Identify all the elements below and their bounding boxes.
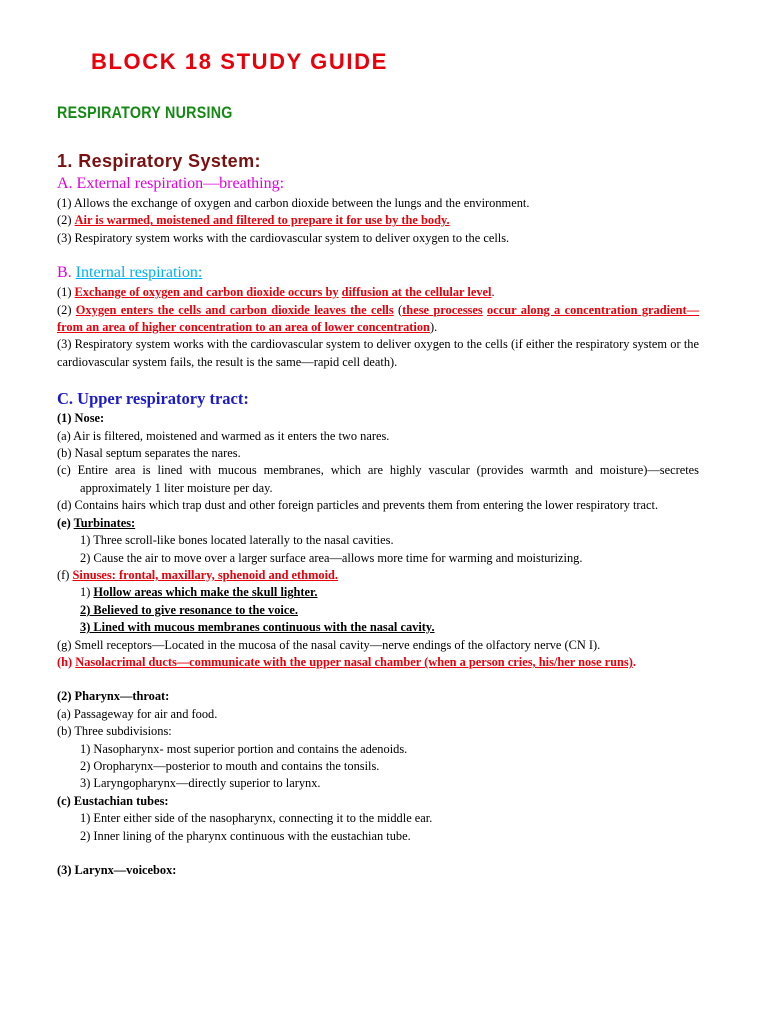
turbinates-item-2: 2) Cause the air to move over a larger surface area—allows more time for warming and moisturizing. <box>80 550 583 565</box>
nose-item-h <box>57 654 699 671</box>
subheading-internal-respiration <box>57 262 699 284</box>
item-number: 1) <box>80 585 94 600</box>
document-title: BLOCK 18 STUDY GUIDE <box>91 49 388 74</box>
pharynx-subitem-3: 3) Laryngopharynx—directly superior to larynx. <box>80 776 321 791</box>
nose-item-d: (d) Contains hairs which trap dust and other foreign particles and prevents them from entering the lower respiratory tract. <box>57 498 659 513</box>
item-number: (2) <box>57 213 75 228</box>
section-upper-respiratory-tract <box>57 388 699 879</box>
turbinates-label: Turbinates: <box>73 515 136 530</box>
nose-heading: (1) Nose: <box>57 411 105 426</box>
pharynx-item-c: (c) Eustachian tubes: <box>57 793 169 808</box>
highlight-text: Sinuses: frontal, maxillary, sphenoid and ethmoid. <box>72 567 339 582</box>
pharynx-subitem-2: 2) Oropharynx—posterior to mouth and contains the tonsils. <box>80 758 380 773</box>
sinuses-item-2: 2) Believed to give resonance to the voice. <box>80 602 298 617</box>
highlight-text: Nasolacrimal ducts—communicate with the upper nasal chamber (when a person cries, his/her nose runs) <box>75 654 633 669</box>
paragraph-b1 <box>57 284 699 301</box>
nose-item-a: (a) Air is filtered, moistened and warmed as it enters the two nares. <box>57 428 390 443</box>
larynx-heading: (3) Larynx—voicebox: <box>57 863 177 877</box>
nose-item-e <box>57 515 699 532</box>
punctuation: ). <box>429 320 438 335</box>
item-number: (2) <box>57 302 76 317</box>
item-number: (h) <box>57 654 76 669</box>
item-number: (f) <box>57 567 73 582</box>
eustachian-item-2: 2) Inner lining of the pharynx continuous with the eustachian tube. <box>80 828 411 843</box>
paragraph-a2 <box>57 212 699 229</box>
document-subtitle: RESPIRATORY NURSING <box>57 103 233 122</box>
punctuation: ( <box>393 302 403 317</box>
highlight-text: these processes <box>402 302 483 317</box>
nose-item-c: (c) Entire area is lined with mucous membranes, which are highly vascular (provides warmth and moisture)—secretes approximately 1 liter moisture per day. <box>57 463 699 495</box>
section-heading-respiratory-system: 1. Respiratory System: <box>57 151 261 171</box>
highlight-text: diffusion at the cellular level <box>341 285 492 300</box>
subheading-external-respiration: A. External respiration—breathing: <box>57 175 285 192</box>
highlight-text: occur along a concentration gradient—from an area of higher concentration to an area of lower concentration <box>57 302 699 335</box>
emphasis-text: Hollow areas which make the skull lighter. <box>93 585 318 600</box>
highlight-text: Exchange of oxygen and carbon dioxide occurs by <box>74 285 339 300</box>
nose-item-g: (g) Smell receptors—Located in the mucosa of the nasal cavity—nerve endings of the olfactory nerve (CN I). <box>57 637 601 652</box>
pharynx-item-b: (b) Three subdivisions: <box>57 724 172 739</box>
highlight-text: Air is warmed, moistened and filtered to prepare it for use by the body. <box>74 213 450 228</box>
subheading-upper-respiratory-tract: C. Upper respiratory tract: <box>57 389 249 409</box>
item-number: (1) <box>57 285 75 300</box>
nose-item-f <box>57 567 699 584</box>
paragraph-b2 <box>57 302 699 337</box>
pharynx-item-a: (a) Passageway for air and food. <box>57 706 218 721</box>
paragraph-a1: (1) Allows the exchange of oxygen and carbon dioxide between the lungs and the environment. <box>57 196 530 210</box>
nose-item-b: (b) Nasal septum separates the nares. <box>57 446 241 461</box>
highlight-text: Oxygen enters the cells and carbon dioxide leaves the cells <box>75 302 394 317</box>
subheading-link-text: Internal respiration: <box>75 264 203 282</box>
eustachian-item-1: 1) Enter either side of the nasopharynx, connecting it to the middle ear. <box>80 811 433 826</box>
turbinates-item-1: 1) Three scroll-like bones located laterally to the nasal cavities. <box>80 533 394 548</box>
punctuation: . <box>632 654 636 669</box>
pharynx-heading: (2) Pharynx—throat: <box>57 689 170 704</box>
section-internal-respiration <box>57 262 699 371</box>
subheading-letter: B. <box>57 264 76 282</box>
paragraph-a3: (3) Respiratory system works with the cardiovascular system to deliver oxygen to the cells. <box>57 230 510 245</box>
item-number: (e) <box>57 515 74 530</box>
sinuses-item-3: 3) Lined with mucous membranes continuous with the nasal cavity. <box>80 620 435 635</box>
punctuation: . <box>491 285 495 300</box>
paragraph-b3: (3) Respiratory system works with the cardiovascular system to deliver oxygen to the cells (if either the respiratory system or the cardiovascular system fails, the result is the same—rapid cell death). <box>57 337 699 369</box>
pharynx-subitem-1: 1) Nasopharynx- most superior portion and contains the adenoids. <box>80 741 408 756</box>
section-external-respiration <box>57 173 699 247</box>
sinuses-item-1 <box>57 584 699 601</box>
document-body <box>57 173 699 879</box>
